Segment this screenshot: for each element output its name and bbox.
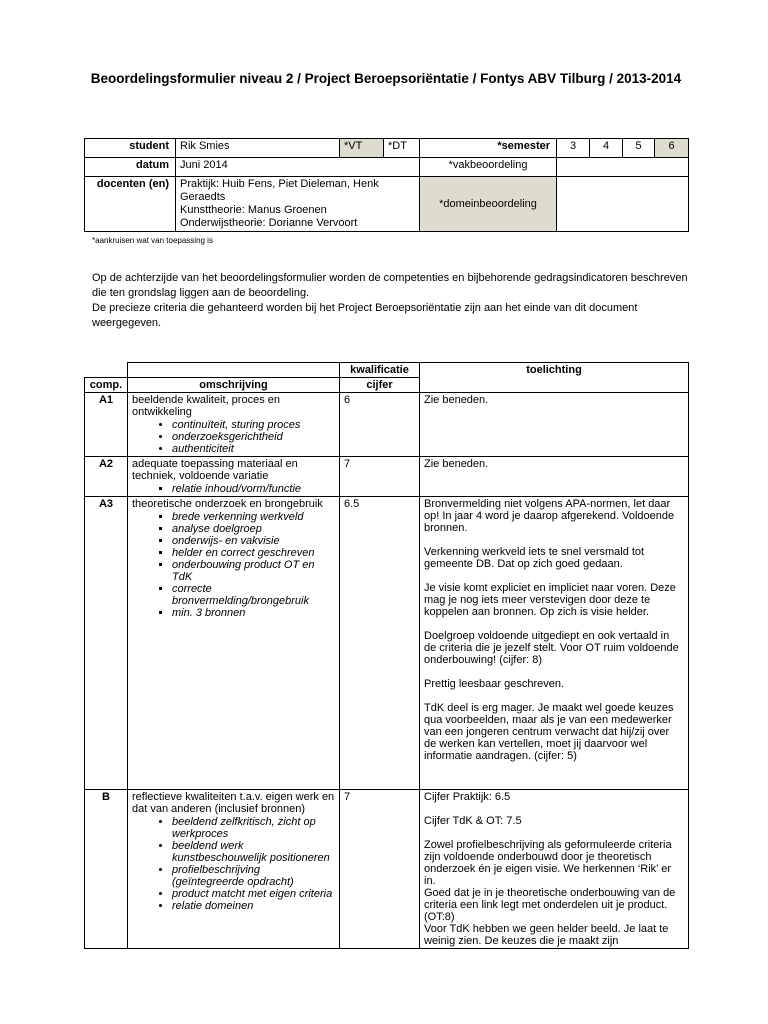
toelichting-paragraph: Zie beneden.: [424, 458, 489, 470]
omschrijving-text: adequate toepassing materiaal en techniek, voldoende variatie: [132, 458, 298, 482]
list-item: • continuïteit, sturing proces: [172, 419, 335, 431]
toelichting-paragraph: Voor TdK hebben we geen helder beeld. Je laat te weinig zien. De keuzes die je maakt zijn: [424, 923, 669, 947]
docenten-label: docenten (en): [85, 177, 176, 232]
omschrijving-text: beeldende kwaliteit, proces en ontwikkeling: [132, 394, 280, 418]
student-info-table: [84, 138, 689, 232]
grade-cell: 6: [340, 393, 420, 457]
semester-option: 4: [590, 139, 623, 158]
omschrijving-text: reflectieve kwaliteiten t.a.v. eigen werk en dat van anderen (inclusief bronnen): [132, 791, 335, 815]
omschrijving-cell: [128, 457, 340, 497]
grade-cell: 7: [340, 790, 420, 949]
datum-label: datum: [85, 158, 176, 177]
header-cijfer: cijfer: [340, 378, 420, 393]
dt-option: *DT: [384, 139, 420, 158]
omschrijving-cell: [128, 790, 340, 949]
header-toelichting: toelichting: [420, 363, 689, 393]
student-value: Rik Smies: [176, 139, 340, 158]
toelichting-paragraph: Zie beneden.: [424, 394, 489, 406]
list-item: • onderzoeksgerichtheid: [172, 431, 335, 443]
domeinbeoordeling-value: [557, 177, 689, 232]
intro-paragraph: De precieze criteria die gehanteerd worden bij het Project Beroepsoriëntatie zijn aan het einde van dit document weergegeven.: [92, 302, 638, 329]
student-label: student: [85, 139, 176, 158]
table-row: [85, 790, 689, 949]
comp-code: A3: [85, 497, 128, 790]
assessment-table: [84, 362, 689, 949]
domeinbeoordeling-label: *domeinbeoordeling: [420, 177, 557, 232]
toelichting-paragraph: Verkenning werkveld iets te snel versmald tot gemeente DB. Dat op zich goed gedaan.: [424, 546, 645, 570]
toelichting-paragraph: Doelgroep voldoende uitgediept en ook vertaald in de criteria die je jezelf stelt. Voor OT ruim voldoende onderbouwing! (cijfer: 8): [424, 630, 679, 666]
indicator-list: [132, 816, 335, 912]
list-item: ▪ min. 3 bronnen: [172, 607, 335, 619]
list-item: ▪ correcte bronvermelding/brongebruik: [172, 583, 335, 607]
table-row: [85, 393, 689, 457]
toelichting-paragraph: Bronvermelding niet volgens APA-normen, let daar op! In jaar 4 word je daarop afgerekend. Voldoende bronnen.: [424, 498, 675, 534]
docenten-value: [176, 177, 420, 232]
comp-code: B: [85, 790, 128, 949]
vakbeoordeling-value: [557, 158, 689, 177]
indicator-list: [132, 511, 335, 619]
header-comp: comp.: [85, 378, 128, 393]
grade-cell: 6.5: [340, 497, 420, 790]
semester-option-selected: 6: [655, 139, 689, 158]
semester-label: *semester: [420, 139, 557, 158]
toelichting-paragraph: Zowel profielbeschrijving als geformuleerde criteria zijn voldoende onderbouwd door je theoretisch onderzoek én je eigen visie. We herkennen ‘Rik’ er in.: [424, 839, 672, 887]
vakbeoordeling-label: *vakbeoordeling: [420, 158, 557, 177]
list-item: ▪ brede verkenning werkveld: [172, 511, 335, 523]
semester-option: 5: [623, 139, 655, 158]
list-item: • profielbeschrijving (geïntegreerde opdracht): [172, 864, 335, 888]
semester-option: 3: [557, 139, 590, 158]
list-item: ▪ analyse doelgroep: [172, 523, 335, 535]
list-item: ▪ onderbouwing product OT en TdK: [172, 559, 335, 583]
list-item: • beeldend werk kunstbeschouwelijk positioneren: [172, 840, 335, 864]
header-kwalificatie: kwalificatie: [340, 363, 420, 378]
intro-paragraph: Op de achterzijde van het beoordelingsformulier worden de competenties en bijbehorende gedragsindicatoren beschreven die ten grondslag liggen aan de beoordeling.: [92, 272, 688, 299]
comp-code: A1: [85, 393, 128, 457]
list-item: • product matcht met eigen criteria: [172, 888, 335, 900]
list-item: ▪ relatie inhoud/vorm/functie: [172, 483, 335, 495]
list-item: • authenticiteit: [172, 443, 335, 455]
docent-line: Praktijk: Huib Fens, Piet Dieleman, Henk Geraedts: [180, 178, 379, 203]
table-row: [85, 457, 689, 497]
omschrijving-text: theoretische onderzoek en brongebruik: [132, 498, 323, 510]
toelichting-cell: [420, 393, 689, 457]
list-item: • beeldend zelfkritisch, zicht op werkproces: [172, 816, 335, 840]
toelichting-paragraph: Je visie komt expliciet en impliciet naar voren. Deze mag je nog iets meer verstevigen door deze te koppelen aan bronnen. Op zich is visie helder.: [424, 582, 676, 618]
indicator-list: [132, 419, 335, 455]
docent-line: Kunsttheorie: Manus Groenen: [180, 204, 327, 216]
list-item: ▪ helder en correct geschreven: [172, 547, 335, 559]
toelichting-paragraph: Goed dat je in je theoretische onderbouwing van de criteria een link legt met onderdelen uit je product. (OT:8): [424, 887, 676, 923]
document-title: Beoordelingsformulier niveau 2 / Project Beroepsoriëntatie / Fontys ABV Tilburg / 2013-2014: [90, 71, 682, 86]
toelichting-paragraph: TdK deel is erg mager. Je maakt wel goede keuzes qua voorbeelden, maar als je van een medewerker van een jongeren centrum verwacht dat hij/zij over de werken kan vertellen, moet jij daarvoor wel informatie aandragen. (cijfer: 5): [424, 702, 674, 762]
datum-value: Juni 2014: [176, 158, 420, 177]
vt-option: *VT: [340, 139, 384, 158]
toelichting-cell: [420, 790, 689, 949]
list-item: ▪ onderwijs- en vakvisie: [172, 535, 335, 547]
toelichting-paragraph: Prettig leesbaar geschreven.: [424, 678, 565, 690]
omschrijving-cell: [128, 497, 340, 790]
docent-line: Onderwijstheorie: Dorianne Vervoort: [180, 217, 358, 229]
intro-text: [92, 271, 692, 331]
toelichting-cell: [420, 497, 689, 790]
toelichting-paragraph: Cijfer Praktijk: 6.5: [424, 791, 511, 803]
comp-code: A2: [85, 457, 128, 497]
header-omschrijving: omschrijving: [128, 378, 340, 393]
toelichting-paragraph: Cijfer TdK & OT: 7.5: [424, 815, 522, 827]
list-item: • relatie domeinen: [172, 900, 335, 912]
grade-cell: 7: [340, 457, 420, 497]
table-row: [85, 497, 689, 790]
footnote: *aankruisen wat van toepassing is: [92, 236, 213, 245]
toelichting-cell: [420, 457, 689, 497]
indicator-list: [132, 483, 335, 495]
omschrijving-cell: [128, 393, 340, 457]
